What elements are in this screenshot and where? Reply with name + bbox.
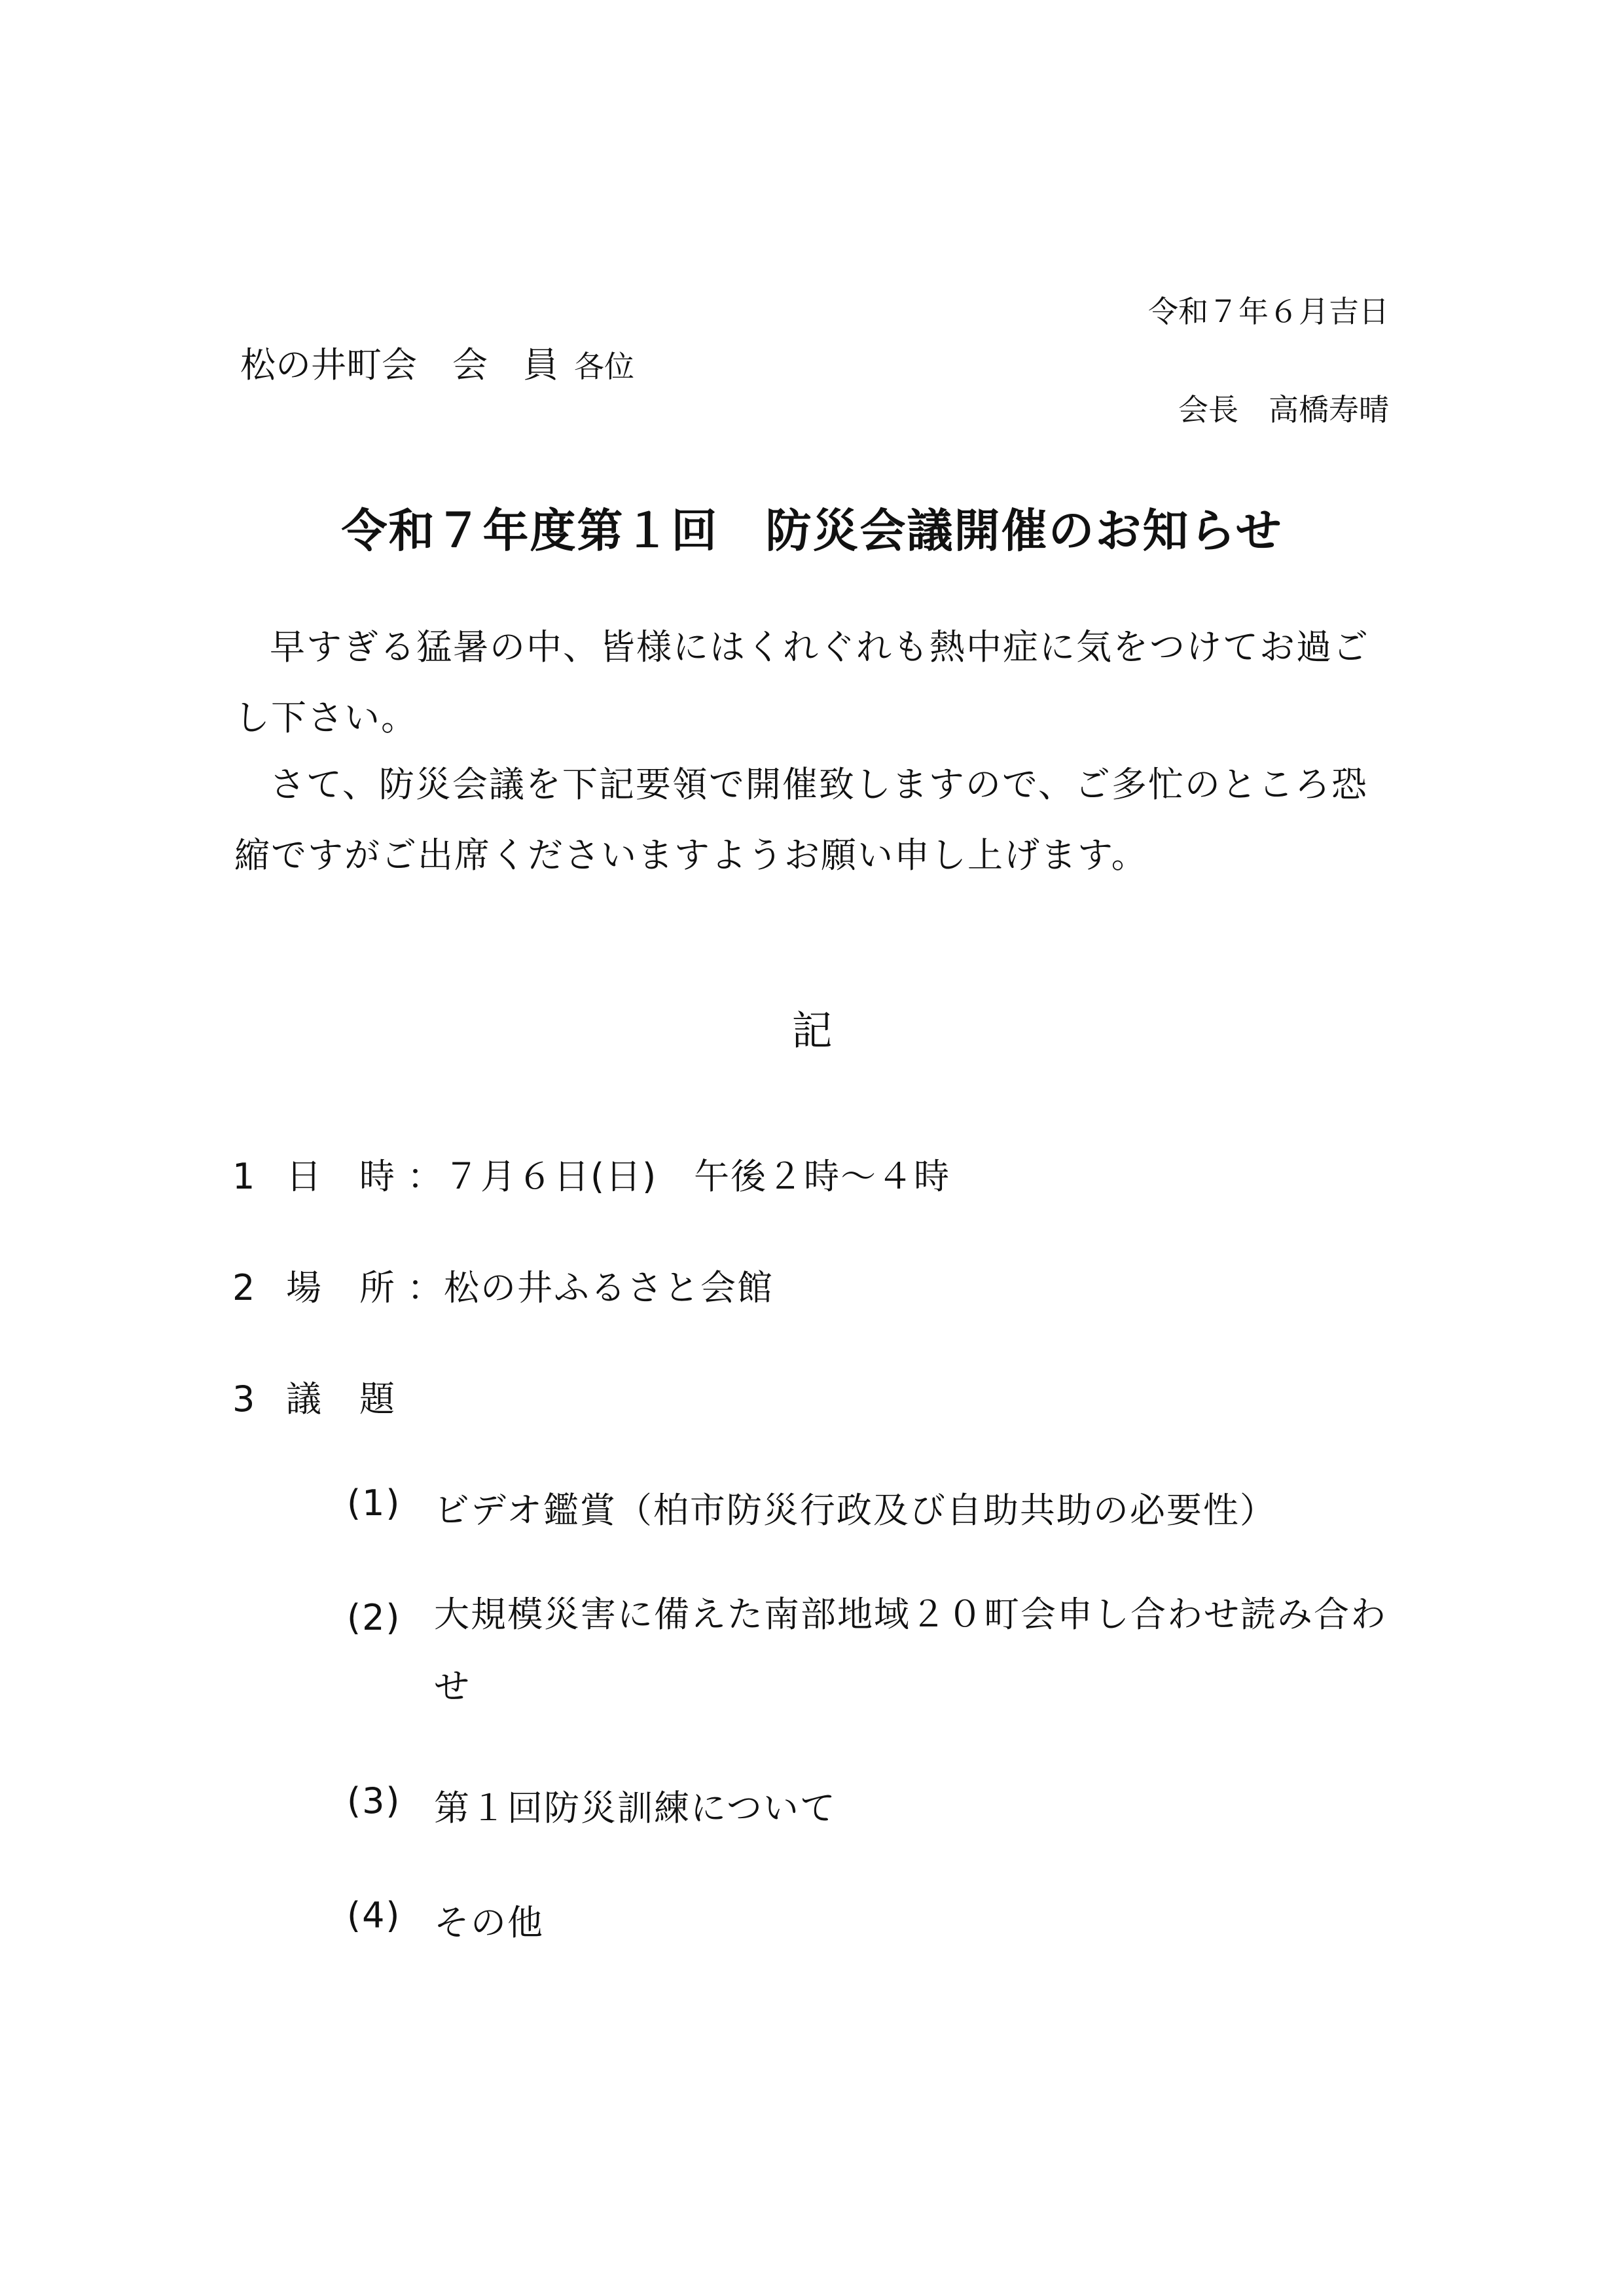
- agenda-text: その他: [434, 1902, 544, 1943]
- agenda-text: ビデオ鑑賞（柏市防災行政及び自助共助の必要性）: [434, 1490, 1276, 1531]
- recipient-name: 松の井町会 会 員: [240, 344, 558, 386]
- agenda-item-2: [347, 1594, 1402, 1723]
- recipient: [240, 337, 634, 387]
- item-agenda-heading: [232, 1371, 407, 1422]
- agenda-text: 第１回防災訓練について: [434, 1787, 837, 1829]
- document-date: 令和７年６月吉日: [1148, 294, 1389, 329]
- item-datetime: [232, 1149, 950, 1199]
- item-colon: ：: [407, 1267, 444, 1308]
- item-location: [232, 1260, 774, 1310]
- item-value: 松の井ふるさと会館: [444, 1267, 774, 1308]
- ki-heading: 記: [791, 1007, 833, 1054]
- sender: 会長 高橋寿晴: [1178, 392, 1389, 427]
- agenda-number: (4): [347, 1895, 401, 1936]
- item-label: 議 題: [286, 1378, 396, 1420]
- agenda-item-3: [347, 1780, 837, 1831]
- item-colon: ：: [407, 1156, 444, 1197]
- body-paragraph-1: 早すぎる猛暑の中、皆様にはくれぐれも熱中症に気をつけてお過ごし下さい。: [234, 626, 1369, 738]
- agenda-text: 大規模災害に備えた南部地域２０町会申し合わせ読み合わせ: [434, 1594, 1387, 1707]
- item-number: 3: [232, 1378, 257, 1420]
- agenda-number: (3): [347, 1780, 401, 1821]
- recipient-honorific: 各位: [574, 349, 634, 384]
- agenda-number: (1): [347, 1482, 401, 1524]
- item-label: 日 時: [286, 1156, 396, 1197]
- body-paragraph-2: さて、防災会議を下記要領で開催致しますので、ご多忙のところ恐縮ですがご出席くださいますようお願い申し上げます。: [234, 764, 1368, 876]
- item-number: 1: [232, 1156, 257, 1197]
- document-title: 令和７年度第１回 防災会議開催のお知らせ: [341, 504, 1283, 558]
- item-label: 場 所: [286, 1267, 396, 1308]
- item-number: 2: [232, 1267, 257, 1308]
- agenda-item-4: [347, 1895, 544, 1945]
- agenda-item-1: [347, 1482, 1276, 1533]
- item-value: ７月６日(日) 午後２時〜４時: [444, 1156, 951, 1197]
- agenda-number: (2): [347, 1597, 401, 1638]
